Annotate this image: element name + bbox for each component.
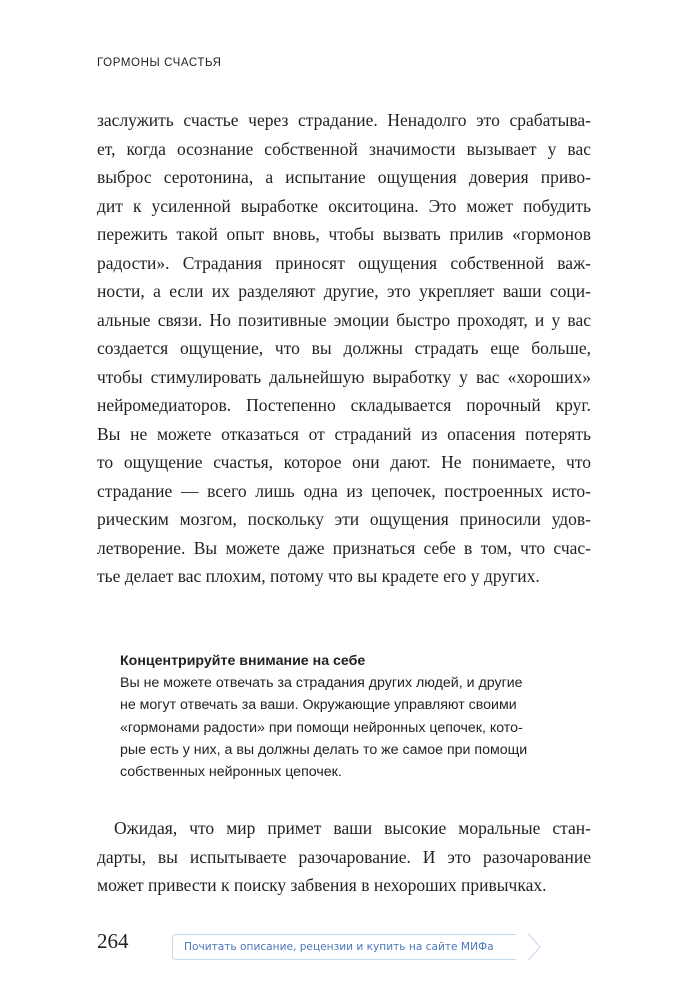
text-line: ет, когда осознание собственной значимости вызывает у вас (97, 138, 591, 159)
sidebar-title: Концентрируйте внимание на себе (120, 653, 366, 669)
buy-on-site-link[interactable] (172, 934, 516, 960)
text-line: дарты, вы испытываете разочарование. И это разочарование (97, 846, 591, 867)
text-line: пережить такой опыт вновь, чтобы вызвать прилив «гормонов (97, 224, 591, 244)
text-line: создается ощущение, что вы должны страдать еще больше, (97, 338, 591, 358)
sidebar-line: собственных нейронных цепочек. (120, 764, 342, 781)
text-line: страдание — всего лишь одна из цепочек, построенных исто- (97, 480, 591, 501)
text-line: чтобы стимулировать дальнейшую выработку у вас «хороших» (97, 366, 591, 387)
text-line: ности, а если их разделяют другие, это укрепляет ваши соци- (97, 281, 591, 301)
text-line: радости». Страдания приносят ощущения собственной важ- (97, 252, 591, 273)
text-line: рическим мозгом, поскольку эти ощущения приносили удов- (97, 509, 591, 529)
sidebar-note (120, 650, 582, 783)
text-line: выброс серотонина, а испытание ощущения доверия приво- (97, 167, 591, 187)
body-paragraph (97, 814, 591, 900)
running-head: ГОРМОНЫ СЧАСТЬЯ (97, 57, 222, 69)
text-line: Ожидая, что мир примет ваши высокие моральные стан- (114, 818, 591, 838)
promo-link-label: Почитать описание, рецензии и купить на сайте МИФа (184, 941, 494, 953)
text-line: может привести к поиску забвения в нехороших привычках. (97, 875, 547, 895)
text-line: дит к усиленной выработке окситоцина. Это может побудить (97, 195, 591, 216)
text-line: Вы не можете отказаться от страданий из опасения потерять (97, 423, 591, 444)
text-line: летворение. Вы можете даже признаться себе в том, что счас- (97, 537, 591, 558)
sidebar-line: «гормонами радости» при помощи нейронных цепочек, кото- (120, 719, 523, 736)
text-line: заслужить счастье через страдание. Ненадолго это срабатыва- (97, 110, 591, 130)
sidebar-line: рые есть у них, а вы должны делать то же самое при помощи (120, 741, 528, 758)
text-line: альные связи. Но позитивные эмоции быстро проходят, и у вас (97, 309, 591, 330)
text-line: нейромедиаторов. Постепенно складывается порочный круг. (97, 395, 591, 415)
page-number: 264 (97, 929, 129, 953)
sidebar-line: Вы не можете отвечать за страдания других людей, и другие (120, 675, 523, 692)
body-paragraph (97, 106, 591, 591)
text-line: то ощущение счастья, которое они дают. Не понимаете, что (97, 452, 591, 472)
text-line: тье делает вас плохим, потому что вы крадете его у других. (97, 566, 540, 586)
sidebar-line: не могут отвечать за ваши. Окружающие управляют своими (120, 697, 517, 714)
